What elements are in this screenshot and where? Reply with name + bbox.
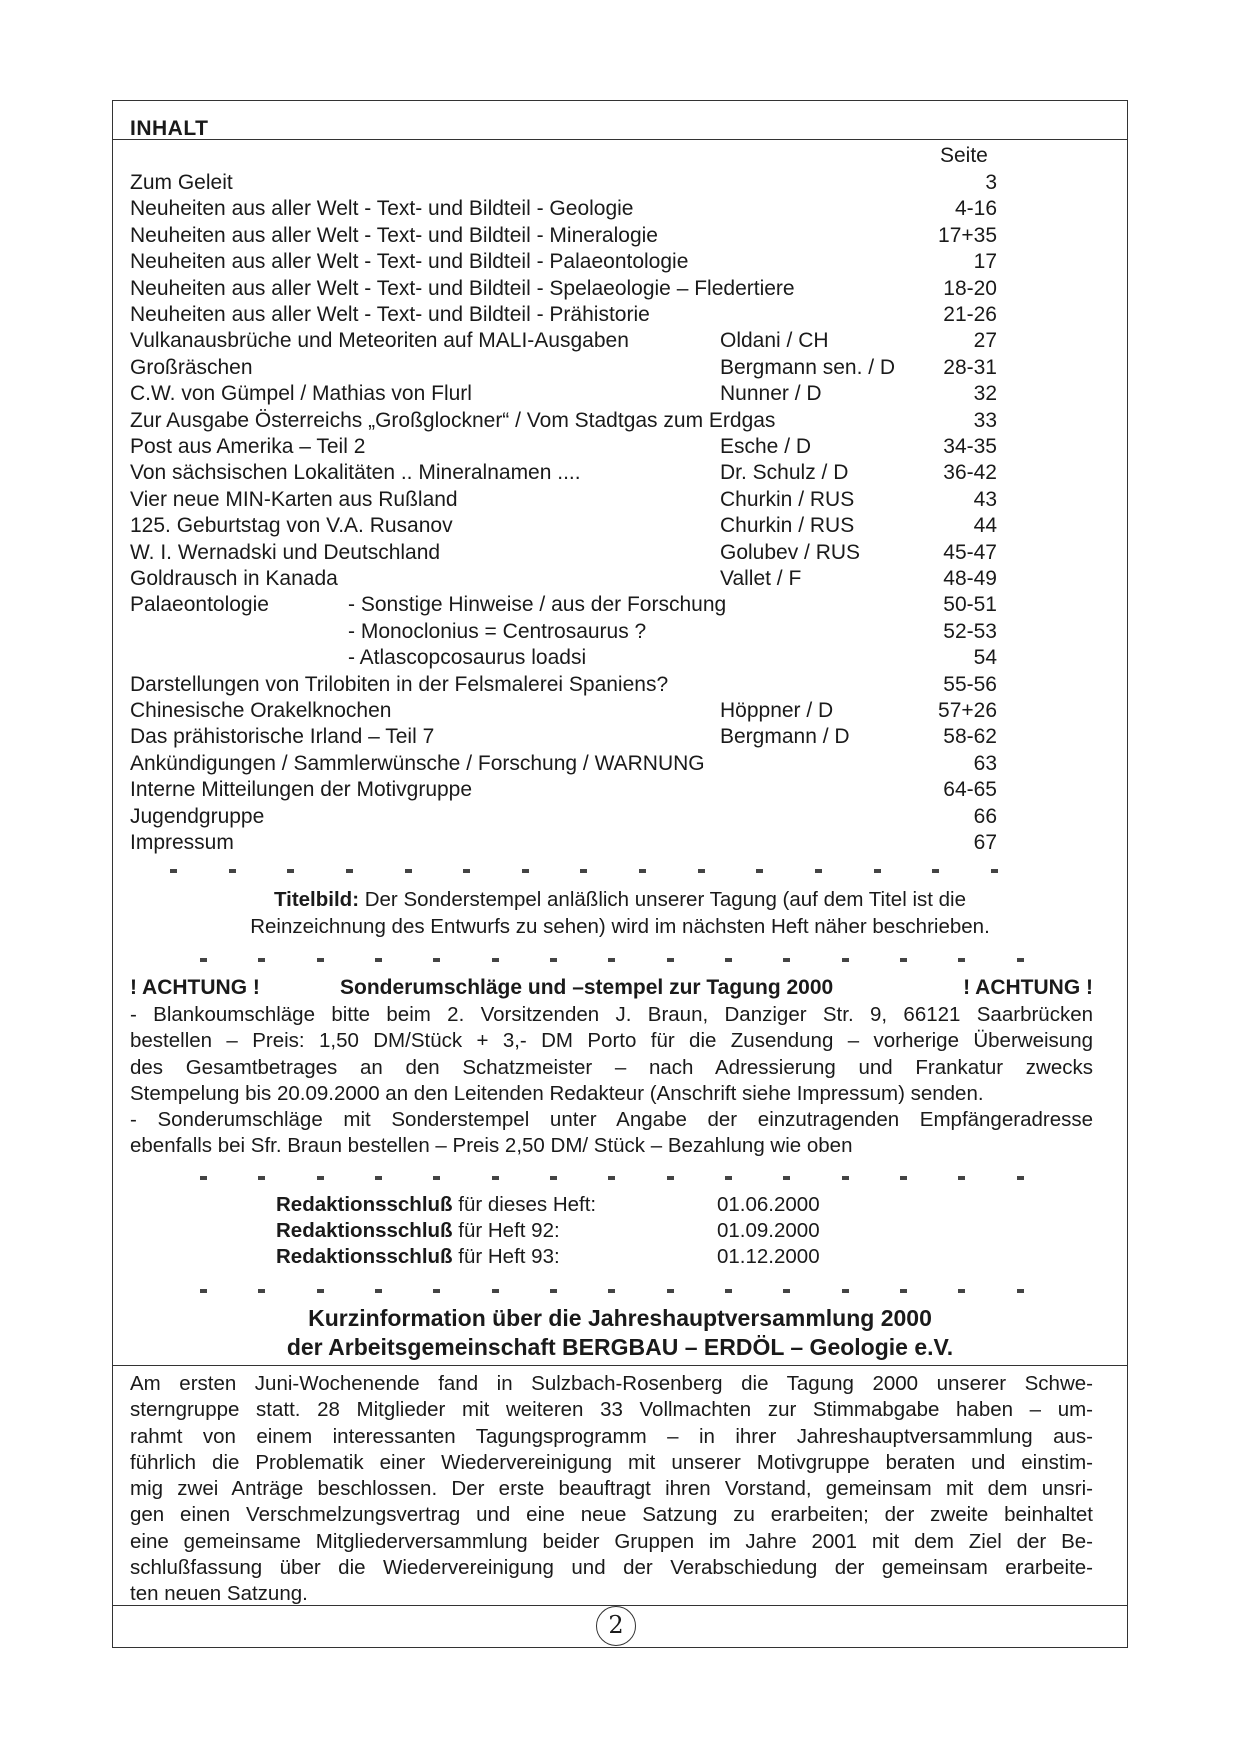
achtung-paragraph bbox=[130, 1002, 1093, 1160]
deadline-date: 01.12.2000 bbox=[717, 1245, 820, 1268]
toc-entry bbox=[0, 196, 1241, 222]
page-number: 2 bbox=[596, 1606, 636, 1646]
toc-entry bbox=[0, 698, 1241, 724]
toc-entry-title: Post aus Amerika – Teil 2 bbox=[130, 435, 366, 458]
deadline-date: 01.09.2000 bbox=[717, 1219, 820, 1242]
toc-entry-page: 66 bbox=[973, 804, 997, 828]
toc-entry-title: Chinesische Orakelknochen bbox=[130, 699, 392, 722]
toc-entry-page: 63 bbox=[973, 751, 997, 775]
achtung-title: Sonderumschläge und –stempel zur Tagung 2000 bbox=[340, 976, 834, 999]
toc-entry bbox=[0, 540, 1241, 566]
toc-entry-title: Großräschen bbox=[130, 355, 253, 379]
paragraph-line: ten neuen Satzung. bbox=[130, 1582, 308, 1606]
toc-entry-author: Nunner / D bbox=[720, 382, 822, 406]
deadline-label bbox=[276, 1193, 596, 1216]
toc-entry-page: 21-26 bbox=[943, 303, 997, 326]
toc-entry-author: Churkin / RUS bbox=[720, 514, 855, 538]
toc-entry-author: Oldani / CH bbox=[720, 329, 829, 353]
toc-entry-title: Ankündigungen / Sammlerwünsche / Forschung / WARNUNG bbox=[130, 751, 705, 775]
toc-entry-page: 57+26 bbox=[938, 699, 997, 722]
toc-entry-title: C.W. von Gümpel / Mathias von Flurl bbox=[130, 382, 472, 406]
deadline-date: 01.06.2000 bbox=[717, 1193, 820, 1216]
toc-entry-title: Impressum bbox=[130, 831, 234, 854]
toc-entry-page: 3 bbox=[985, 171, 997, 194]
toc-entry-title: Neuheiten aus aller Welt - Text- und Bildteil - Geologie bbox=[130, 197, 634, 221]
toc-entry bbox=[0, 302, 1241, 328]
toc-entry-page: 4-16 bbox=[954, 197, 997, 221]
toc-entry-page: 44 bbox=[973, 514, 997, 538]
toc-entry bbox=[0, 619, 1241, 645]
deadline-label bbox=[276, 1219, 560, 1242]
toc-entry-page: 36-42 bbox=[943, 461, 997, 485]
toc-entry-title: Vulkanausbrüche und Meteoriten auf MALI-Ausgaben bbox=[130, 329, 629, 353]
toc-entry-page: 50-51 bbox=[943, 593, 997, 617]
paragraph-line: bestellen – Preis: 1,50 DM/Stück + 3,- DM Porto für die Zusendung – vorherige Überweisung bbox=[130, 1029, 1093, 1053]
toc-heading: INHALT bbox=[130, 117, 209, 140]
toc-entry-page: 33 bbox=[973, 408, 997, 432]
toc-entry bbox=[0, 355, 1241, 381]
toc-entry-page: 58-62 bbox=[943, 725, 997, 749]
deadline-label-bold: Redaktionsschluß bbox=[276, 1193, 453, 1216]
toc-entry bbox=[0, 460, 1241, 486]
titelbild-label: Titelbild: bbox=[273, 888, 360, 911]
toc-header bbox=[112, 117, 1128, 140]
achtung-heading bbox=[130, 974, 1093, 1002]
toc-entry bbox=[0, 223, 1241, 249]
toc-entry-page: 17 bbox=[973, 250, 997, 274]
toc-entry bbox=[0, 328, 1241, 354]
toc-entry bbox=[0, 777, 1241, 803]
toc-entry bbox=[0, 724, 1241, 750]
toc-entry bbox=[0, 408, 1241, 434]
toc-entry-page: 43 bbox=[973, 487, 997, 511]
toc-entry bbox=[0, 487, 1241, 513]
toc-entry-title: Vier neue MIN-Karten aus Rußland bbox=[130, 487, 458, 511]
toc-entry-author: Golubev / RUS bbox=[720, 540, 861, 564]
toc-entry-page: 52-53 bbox=[943, 619, 997, 643]
toc-entry-page: 48-49 bbox=[943, 567, 997, 590]
titelbild-line2: Reinzeichnung des Entwurfs zu sehen) wird im nächsten Heft näher beschrieben. bbox=[250, 915, 990, 938]
kurzinfo-paragraph bbox=[130, 1371, 1093, 1608]
toc-entry-title: Darstellungen von Trilobiten in der Felsmalerei Spaniens? bbox=[130, 672, 669, 696]
toc-entry-author: Churkin / RUS bbox=[720, 487, 855, 511]
redaktionsschluss-row bbox=[276, 1244, 876, 1270]
toc-entry-subtitle: - Atlascopcosaurus loadsi bbox=[348, 646, 587, 670]
kurzinfo-title-line1: Kurzinformation über die Jahreshauptversammlung 2000 bbox=[308, 1305, 932, 1331]
toc-entry-page: 18-20 bbox=[943, 276, 997, 300]
toc-entry-page: 55-56 bbox=[943, 672, 997, 696]
toc-entry bbox=[0, 513, 1241, 539]
toc-entry bbox=[0, 672, 1241, 698]
toc-entry-page: 45-47 bbox=[943, 540, 997, 564]
toc-entry-title: Goldrausch in Kanada bbox=[130, 567, 338, 590]
deadline-label-rest: für Heft 92: bbox=[452, 1219, 560, 1242]
paragraph-line: Stempelung bis 20.09.2000 an den Leitenden Redakteur (Anschrift siehe Impressum) senden. bbox=[130, 1081, 984, 1105]
section-rule bbox=[112, 1365, 1128, 1366]
paragraph-line: schlußfassung über die Wiedervereinigung und der Verabschiedung der gemeinsam erarbeite- bbox=[130, 1556, 1093, 1580]
toc-entry bbox=[0, 566, 1241, 592]
titelbild-note bbox=[112, 886, 1128, 940]
deadline-label-rest: für Heft 93: bbox=[452, 1245, 560, 1268]
paragraph-line: - Blankoumschläge bitte beim 2. Vorsitzenden J. Braun, Danziger Str. 9, 66121 Saarbrücken bbox=[130, 1003, 1093, 1026]
toc-entry-page: 27 bbox=[973, 329, 997, 353]
toc-entry bbox=[0, 592, 1241, 618]
toc-entry-author: Höppner / D bbox=[720, 699, 834, 722]
toc-entry-author: Bergmann sen. / D bbox=[720, 355, 896, 379]
toc-entry-author: Vallet / F bbox=[720, 567, 802, 590]
toc-entry-author: Bergmann / D bbox=[720, 725, 850, 749]
deadline-label-bold: Redaktionsschluß bbox=[276, 1245, 453, 1268]
toc-entry-author: Dr. Schulz / D bbox=[720, 461, 849, 485]
paragraph-line: sterngruppe statt. 28 Mitglieder mit weiteren 33 Vollmachten zur Stimmabgabe haben – um- bbox=[130, 1398, 1093, 1422]
titelbild-line1: Der Sonderstempel anläßlich unserer Tagung (auf dem Titel ist die bbox=[359, 888, 966, 911]
toc-entry bbox=[0, 381, 1241, 407]
toc-entry-title: Von sächsischen Lokalitäten .. Mineralnamen .... bbox=[130, 461, 581, 485]
kurzinfo-title-line2: der Arbeitsgemeinschaft BERGBAU – ERDÖL – Geologie e.V. bbox=[286, 1334, 954, 1360]
toc-entry-page: 64-65 bbox=[943, 778, 997, 802]
toc-entry-page: 17+35 bbox=[938, 223, 997, 247]
toc-entry-title: Jugendgruppe bbox=[130, 804, 265, 828]
toc-entry-page: 32 bbox=[973, 382, 997, 406]
toc-entry-title: Das prähistorische Irland – Teil 7 bbox=[130, 725, 435, 749]
toc-entry-title: Neuheiten aus aller Welt - Text- und Bildteil - Spelaeologie – Fledertiere bbox=[130, 276, 795, 300]
dash-separator bbox=[200, 955, 1024, 965]
toc-entry-page: 67 bbox=[973, 831, 997, 854]
toc-entry-title: Interne Mitteilungen der Motivgruppe bbox=[130, 778, 473, 802]
deadline-label-bold: Redaktionsschluß bbox=[276, 1219, 453, 1242]
paragraph-line: gen einen Verschmelzungsvertrag und eine neue Satzung zu erarbeiten; der zweite beinhaltet bbox=[130, 1503, 1093, 1527]
paragraph-line: führlich die Problematik einer Wiedervereinigung mit unserer Motivgruppe beraten und einstim- bbox=[130, 1450, 1093, 1474]
toc-entry-author: Esche / D bbox=[720, 435, 812, 458]
toc-entry-title: Zum Geleit bbox=[130, 171, 233, 194]
deadline-label bbox=[276, 1245, 560, 1268]
toc-page-column-label: Seite bbox=[940, 144, 988, 167]
paragraph-line: eine gemeinsame Mitgliederversammlung beider Gruppen im Jahre 2001 mit dem Ziel der Be- bbox=[130, 1529, 1093, 1553]
toc-entry-title: Neuheiten aus aller Welt - Text- und Bildteil - Palaeontologie bbox=[130, 250, 689, 274]
dash-separator bbox=[200, 1286, 1024, 1296]
toc-entry bbox=[0, 434, 1241, 460]
dash-separator bbox=[170, 866, 998, 876]
toc-entry-title: Palaeontologie bbox=[130, 593, 269, 617]
paragraph-line: des Gesamtbetrages an den Schatzmeister – nach Adressierung und Frankatur zwecks bbox=[130, 1055, 1093, 1079]
toc-entry bbox=[0, 645, 1241, 671]
dash-separator bbox=[200, 1173, 1024, 1183]
toc-entry-page: 28-31 bbox=[943, 355, 997, 379]
toc-entry-page: 34-35 bbox=[943, 435, 997, 458]
deadline-label-rest: für dieses Heft: bbox=[452, 1193, 597, 1216]
toc-entry-title: 125. Geburtstag von V.A. Rusanov bbox=[130, 514, 453, 538]
paragraph-line: - Sonderumschläge mit Sonderstempel unter Angabe der einzutragenden Empfängeradresse bbox=[130, 1108, 1093, 1132]
redaktionsschluss-row bbox=[276, 1218, 876, 1244]
toc-entry bbox=[0, 170, 1241, 196]
toc-entry-title: Neuheiten aus aller Welt - Text- und Bildteil - Mineralogie bbox=[130, 223, 658, 247]
toc-entry bbox=[0, 830, 1241, 856]
toc-entry bbox=[0, 751, 1241, 777]
toc-entry bbox=[0, 804, 1241, 830]
toc-entry bbox=[0, 249, 1241, 275]
toc-entry bbox=[0, 276, 1241, 302]
kurzinfo-title bbox=[112, 1304, 1128, 1362]
redaktionsschluss-row bbox=[276, 1192, 876, 1218]
paragraph-line: ebenfalls bei Sfr. Braun bestellen – Preis 2,50 DM/ Stück – Bezahlung wie oben bbox=[130, 1134, 853, 1158]
toc-entry-subtitle: - Sonstige Hinweise / aus der Forschung bbox=[348, 593, 727, 617]
paragraph-line: rahmt von einem interessanten Tagungsprogramm – in ihrer Jahreshauptversammlung aus- bbox=[130, 1424, 1093, 1448]
toc-entry-title: Neuheiten aus aller Welt - Text- und Bildteil - Prähistorie bbox=[130, 303, 650, 326]
redaktionsschluss-list bbox=[276, 1192, 876, 1270]
toc-entry-title: Zur Ausgabe Österreichs „Großglockner“ / Vom Stadtgas zum Erdgas bbox=[130, 408, 776, 432]
toc-entry-title: W. I. Wernadski und Deutschland bbox=[130, 540, 441, 564]
toc-entry-page: 54 bbox=[973, 646, 997, 670]
achtung-left: ! ACHTUNG ! bbox=[130, 976, 260, 999]
paragraph-line: mig zwei Anträge beschlossen. Der erste beauftragt ihren Vorstand, gemeinsam mit dem unsri- bbox=[130, 1477, 1093, 1501]
toc-entry-subtitle: - Monoclonius = Centrosaurus ? bbox=[348, 619, 647, 643]
paragraph-line: Am ersten Juni-Wochenende fand in Sulzbach-Rosenberg die Tagung 2000 unserer Schwe- bbox=[130, 1372, 1093, 1395]
achtung-right: ! ACHTUNG ! bbox=[963, 976, 1093, 999]
